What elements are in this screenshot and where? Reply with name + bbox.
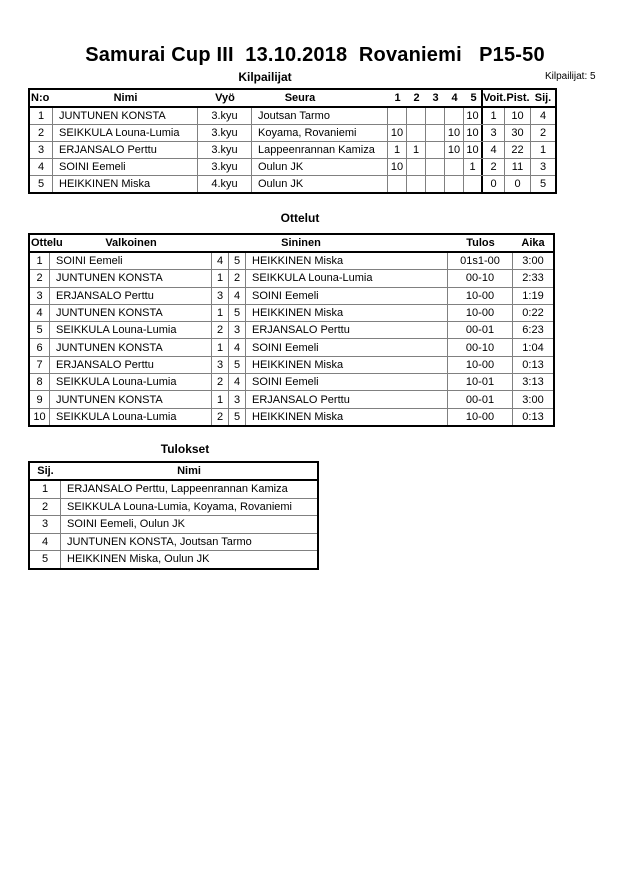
cell: SEIKKULA Louna-Lumia xyxy=(50,409,212,425)
cell xyxy=(426,176,445,192)
cell: 3 xyxy=(30,142,53,158)
cell xyxy=(407,176,426,192)
column-header-opponent-2: 2 xyxy=(413,92,420,104)
cell: 1 xyxy=(464,159,483,175)
table-row xyxy=(30,481,317,499)
cell: 0:13 xyxy=(522,410,544,423)
cell: 3.kyu xyxy=(198,125,252,141)
competitors-table xyxy=(28,88,557,194)
cell: SOINI Eemeli xyxy=(246,339,448,355)
cell: 2 xyxy=(539,127,547,139)
cell: Oulun JK xyxy=(252,159,388,175)
page-title: Samurai Cup III 13.10.2018 Rovaniemi P15-50 xyxy=(85,44,545,66)
cell: 3 xyxy=(30,288,50,304)
cell: 01s1-00 xyxy=(448,253,513,269)
cell: 4 xyxy=(539,110,547,122)
cell: 00-01 xyxy=(448,322,513,338)
cell: 3 xyxy=(229,322,246,338)
cell: SOINI Eemeli, Oulun JK xyxy=(67,518,185,531)
cell: 3.kyu xyxy=(198,142,252,158)
cell: 10 xyxy=(464,142,483,158)
column-header-result: Tulos xyxy=(466,237,495,249)
cell: 3 xyxy=(212,288,229,304)
cell: 1:04 xyxy=(522,341,544,354)
cell: 7 xyxy=(30,357,50,373)
cell: 10 xyxy=(388,125,407,141)
table-row xyxy=(30,499,317,517)
cell: 10-00 xyxy=(448,409,513,425)
cell: 0:13 xyxy=(522,358,544,371)
cell: 2 xyxy=(483,159,505,175)
cell: SEIKKULA Louna-Lumia xyxy=(50,374,212,390)
table-row xyxy=(30,374,553,391)
cell: 3 xyxy=(212,357,229,373)
cell: 10-00 xyxy=(448,305,513,321)
competitors-table-header xyxy=(30,90,555,108)
cell xyxy=(464,176,483,192)
competitors-table-body xyxy=(30,108,555,192)
cell: JUNTUNEN KONSTA xyxy=(50,270,212,286)
cell: 6 xyxy=(30,339,50,355)
cell: 1 xyxy=(30,253,50,269)
cell: ERJANSALO Perttu xyxy=(50,288,212,304)
column-header-number: N:o xyxy=(31,92,50,104)
cell: 11 xyxy=(505,159,531,175)
cell: 2 xyxy=(30,270,50,286)
cell: Joutsan Tarmo xyxy=(252,108,388,124)
cell: ERJANSALO Perttu, Lappeenrannan Kamiza xyxy=(67,483,288,496)
header-thick-divider xyxy=(481,90,483,108)
cell: 1:19 xyxy=(522,289,544,302)
cell: 5 xyxy=(229,357,246,373)
cell: 30 xyxy=(505,125,531,141)
cell: 6:23 xyxy=(522,324,544,337)
table-row xyxy=(30,516,317,534)
cell xyxy=(388,108,407,124)
cell: 10 xyxy=(388,159,407,175)
column-header-belt: Vyö xyxy=(215,92,235,104)
table-row xyxy=(30,409,553,425)
cell xyxy=(426,125,445,141)
cell: 10 xyxy=(445,142,464,158)
column-header-place: Sij. xyxy=(534,92,552,104)
column-header-name: Nimi xyxy=(113,92,138,104)
table-row xyxy=(30,253,553,270)
cell: 10-00 xyxy=(448,288,513,304)
cell: HEIKKINEN Miska xyxy=(246,357,448,373)
cell: 1 xyxy=(212,270,229,286)
cell: JUNTUNEN KONSTA, Joutsan Tarmo xyxy=(67,535,252,548)
cell: 5 xyxy=(229,253,246,269)
cell xyxy=(407,108,426,124)
table-row xyxy=(30,108,555,125)
cell: 2 xyxy=(229,270,246,286)
column-header-opponent-1: 1 xyxy=(394,92,401,104)
cell: 4 xyxy=(30,305,50,321)
cell: JUNTUNEN KONSTA xyxy=(53,108,198,124)
cell: JUNTUNEN KONSTA xyxy=(50,391,212,407)
cell: 4 xyxy=(229,288,246,304)
results-table xyxy=(28,461,319,570)
cell: SEIKKULA Louna-Lumia xyxy=(246,270,448,286)
cell: 3 xyxy=(483,125,505,141)
table-row xyxy=(30,125,555,142)
cell: 4 xyxy=(229,339,246,355)
column-header-opponent-5: 5 xyxy=(470,92,477,104)
cell: 00-10 xyxy=(448,270,513,286)
table-row xyxy=(30,159,555,176)
cell: SEIKKULA Louna-Lumia, Koyama, Rovaniemi xyxy=(67,500,293,513)
cell: JUNTUNEN KONSTA xyxy=(50,339,212,355)
cell: 00-01 xyxy=(448,391,513,407)
cell: 10-00 xyxy=(448,357,513,373)
cell: 3:00 xyxy=(522,255,544,268)
cell: ERJANSALO Perttu xyxy=(50,357,212,373)
column-header-opponent-3: 3 xyxy=(432,92,439,104)
cell: SOINI Eemeli xyxy=(53,159,198,175)
cell: HEIKKINEN Miska, Oulun JK xyxy=(67,553,210,566)
cell: 10 xyxy=(30,409,50,425)
cell: 4 xyxy=(229,374,246,390)
cell: ERJANSALO Perttu xyxy=(246,322,448,338)
table-row xyxy=(30,551,317,568)
cell: 3 xyxy=(539,161,547,173)
table-row xyxy=(30,288,553,305)
cell: 4 xyxy=(212,253,229,269)
cell xyxy=(445,176,464,192)
table-row xyxy=(30,305,553,322)
column-header-club: Seura xyxy=(284,92,316,104)
cell: 0 xyxy=(505,176,531,192)
cell: SOINI Eemeli xyxy=(246,288,448,304)
cell: Oulun JK xyxy=(252,176,388,192)
column-header-opponent-4: 4 xyxy=(451,92,458,104)
cell: Koyama, Rovaniemi xyxy=(252,125,388,141)
results-table-body xyxy=(30,481,317,568)
cell: Lappeenrannan Kamiza xyxy=(252,142,388,158)
cell: SEIKKULA Louna-Lumia xyxy=(50,322,212,338)
cell: 1 xyxy=(539,144,547,156)
cell: 5 xyxy=(30,322,50,338)
cell: 1 xyxy=(212,391,229,407)
cell: 10-01 xyxy=(448,374,513,390)
cell: SEIKKULA Louna-Lumia xyxy=(53,125,198,141)
matches-table-body xyxy=(30,253,553,425)
cell: 2 xyxy=(212,409,229,425)
cell xyxy=(426,159,445,175)
cell: 2 xyxy=(30,125,53,141)
cell: HEIKKINEN Miska xyxy=(246,305,448,321)
cell: 5 xyxy=(30,176,53,192)
cell: 2 xyxy=(30,499,61,516)
cell: 1 xyxy=(388,142,407,158)
cell: 1 xyxy=(483,108,505,124)
cell: 1 xyxy=(212,339,229,355)
cell: 3:13 xyxy=(522,376,544,389)
cell: 4 xyxy=(483,142,505,158)
cell: 2:33 xyxy=(522,272,544,285)
cell: SOINI Eemeli xyxy=(50,253,212,269)
table-row xyxy=(30,270,553,287)
cell: 22 xyxy=(505,142,531,158)
cell: 5 xyxy=(30,551,61,568)
cell: 4.kyu xyxy=(198,176,252,192)
cell: 3.kyu xyxy=(198,159,252,175)
cell xyxy=(426,142,445,158)
table-row xyxy=(30,357,553,374)
cell: 5 xyxy=(229,409,246,425)
cell xyxy=(445,108,464,124)
cell: 10 xyxy=(464,108,483,124)
column-header-points: Pist. xyxy=(506,92,530,104)
competitor-count-label: Kilpailijat: 5 xyxy=(545,71,596,82)
cell: 4 xyxy=(30,159,53,175)
cell: 5 xyxy=(539,178,547,190)
cell: 10 xyxy=(464,125,483,141)
table-row xyxy=(30,534,317,552)
section-title-results: Tulokset xyxy=(160,442,210,456)
cell: HEIKKINEN Miska xyxy=(53,176,198,192)
cell: JUNTUNEN KONSTA xyxy=(50,305,212,321)
cell: ERJANSALO Perttu xyxy=(53,142,198,158)
cell: 3.kyu xyxy=(198,108,252,124)
cell: 1 xyxy=(212,305,229,321)
cell xyxy=(407,159,426,175)
cell xyxy=(407,125,426,141)
section-title-competitors: Kilpailijat xyxy=(238,70,292,84)
table-row xyxy=(30,339,553,356)
cell: HEIKKINEN Miska xyxy=(246,409,448,425)
cell: 10 xyxy=(445,125,464,141)
cell: 3 xyxy=(229,391,246,407)
cell xyxy=(388,176,407,192)
cell: 1 xyxy=(407,142,426,158)
cell xyxy=(445,159,464,175)
cell: 0 xyxy=(483,176,505,192)
cell: 8 xyxy=(30,374,50,390)
cell: 1 xyxy=(30,481,61,498)
cell: 5 xyxy=(229,305,246,321)
column-header-match: Ottelu xyxy=(31,237,63,249)
column-header-place: Sij. xyxy=(37,465,54,477)
column-header-time: Aika xyxy=(521,237,545,249)
cell: 4 xyxy=(30,534,61,551)
column-header-white: Valkoinen xyxy=(105,237,157,249)
column-header-wins: Voit. xyxy=(483,92,507,104)
matches-table xyxy=(28,233,555,427)
cell: 10 xyxy=(505,108,531,124)
table-row xyxy=(30,391,553,408)
cell: 9 xyxy=(30,391,50,407)
section-title-matches: Ottelut xyxy=(280,211,320,225)
cell: 2 xyxy=(212,374,229,390)
cell: 2 xyxy=(212,322,229,338)
cell: HEIKKINEN Miska xyxy=(246,253,448,269)
column-header-blue: Sininen xyxy=(281,237,321,249)
table-row xyxy=(30,142,555,159)
cell: 0:22 xyxy=(522,307,544,320)
cell: 00-10 xyxy=(448,339,513,355)
results-table-header xyxy=(30,463,317,481)
table-row xyxy=(30,176,555,192)
table-row xyxy=(30,322,553,339)
matches-table-header xyxy=(30,235,553,253)
cell: 3:00 xyxy=(522,393,544,406)
column-header-name: Nimi xyxy=(177,465,201,477)
cell xyxy=(426,108,445,124)
cell: 3 xyxy=(30,516,61,533)
cell: SOINI Eemeli xyxy=(246,374,448,390)
cell: 1 xyxy=(30,108,53,124)
cell: ERJANSALO Perttu xyxy=(246,391,448,407)
